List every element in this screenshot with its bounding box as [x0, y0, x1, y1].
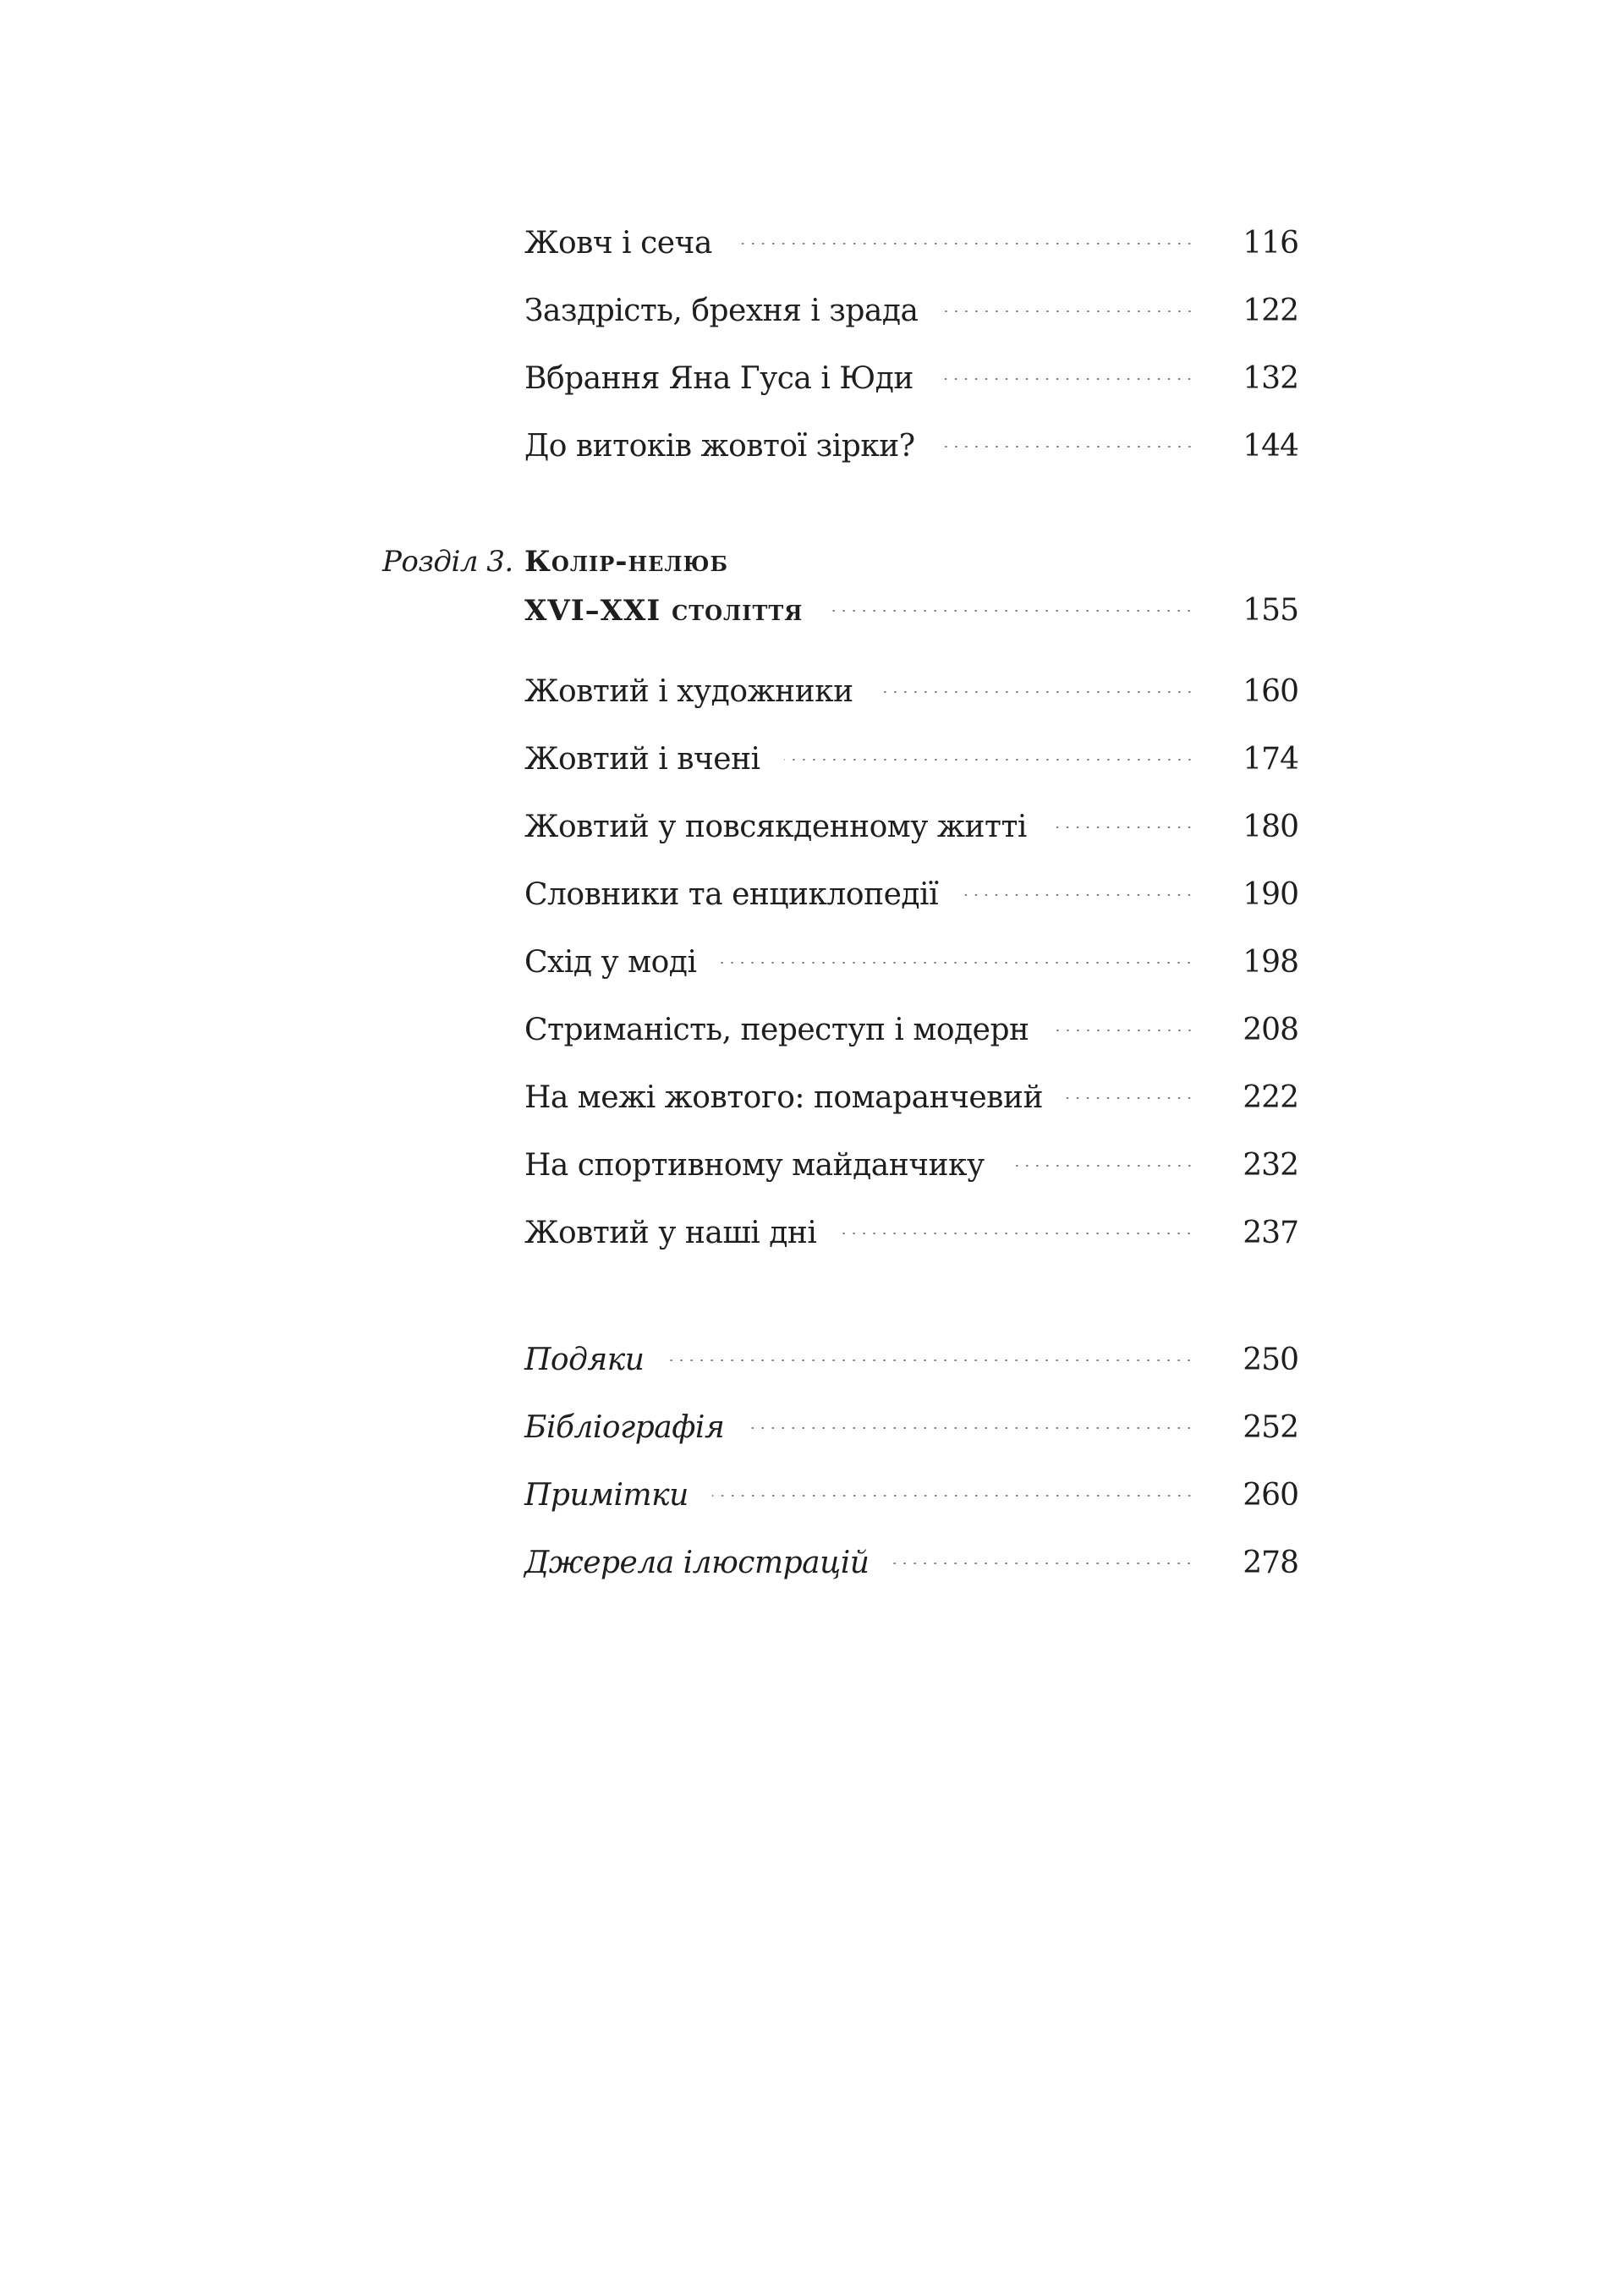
toc-entry-page: 222 [1243, 1080, 1298, 1115]
toc-entry-page: 174 [1243, 742, 1298, 777]
toc-entry-page: 237 [1243, 1216, 1298, 1250]
chapter-page: 155 [1243, 593, 1298, 628]
chapter-title-line-2-row [524, 587, 1298, 634]
toc-entry-title: На спортивному майданчику [524, 1148, 985, 1183]
dot-leader [736, 243, 1194, 244]
toc-entry-page: 122 [1243, 294, 1298, 328]
toc-entry-bibliography[interactable] [524, 1404, 1298, 1452]
toc-entry-title: Подяки [524, 1343, 645, 1377]
toc-entry-page: 232 [1243, 1148, 1298, 1183]
toc-entry-page: 116 [1243, 226, 1298, 261]
toc-entry-title: Джерела ілюстрацій [524, 1546, 870, 1580]
toc-entry-page: 250 [1243, 1343, 1298, 1377]
toc-entry-title: Жовтий і художники [524, 674, 853, 709]
toc-entry-page: 160 [1243, 674, 1298, 709]
toc-entry-title: Жовтий у наші дні [524, 1216, 817, 1250]
toc-entry-notes[interactable] [524, 1472, 1298, 1519]
toc-entry[interactable] [524, 355, 1298, 403]
dot-leader [1008, 1165, 1194, 1167]
dot-leader [937, 378, 1194, 380]
toc-entry-page: 208 [1243, 1013, 1298, 1047]
toc-entry-page: 190 [1243, 877, 1298, 912]
toc-entry-page: 132 [1243, 361, 1298, 396]
chapter-label: Розділ 3. [382, 545, 513, 579]
toc-entry[interactable] [524, 871, 1298, 919]
dot-leader [1051, 827, 1194, 828]
toc-entry-title: На межі жовтого: помаранчевий [524, 1080, 1043, 1115]
toc-entry[interactable] [524, 804, 1298, 851]
dot-leader [942, 310, 1194, 312]
dot-leader [667, 1359, 1194, 1361]
toc-entry-page: 180 [1243, 810, 1298, 844]
dot-leader [840, 1233, 1194, 1234]
dot-leader [826, 610, 1194, 612]
toc-entry[interactable] [524, 939, 1298, 986]
toc-entry[interactable] [524, 220, 1298, 267]
toc-entry-page: 278 [1243, 1546, 1298, 1580]
toc-entry[interactable] [524, 1210, 1298, 1257]
toc-entry[interactable] [524, 423, 1298, 470]
toc-entry-title: Заздрість, брехня і зрада [524, 294, 919, 328]
toc-entry[interactable] [524, 736, 1298, 783]
dot-leader [877, 691, 1194, 693]
toc-entry[interactable] [524, 288, 1298, 335]
toc-entry-title: Жовтий у повсякденному житті [524, 810, 1027, 844]
toc-entry-title: Стриманість, переступ і модерн [524, 1013, 1029, 1047]
toc-entry-title: Жовч і сеча [524, 226, 712, 261]
dot-leader [1053, 1030, 1194, 1031]
dot-leader [1067, 1097, 1194, 1099]
toc-entry-page: 198 [1243, 945, 1298, 980]
toc-entry-title: Схід у моді [524, 945, 697, 980]
dot-leader [784, 759, 1194, 761]
toc-entry-page: 144 [1243, 429, 1298, 464]
toc-entry-title: Вбрання Яна Гуса і Юди [524, 361, 914, 396]
toc-entry-title: Жовтий і вчені [524, 742, 760, 777]
dot-leader [748, 1427, 1194, 1429]
toc-entry-illustration-sources[interactable] [524, 1540, 1298, 1587]
toc-entry-title: Словники та енциклопедії [524, 877, 939, 912]
dot-leader [939, 446, 1194, 448]
toc-entry-title: Примітки [524, 1478, 689, 1513]
toc-entry[interactable] [524, 1142, 1298, 1189]
toc-entry-title: До витоків жовтої зірки? [524, 429, 915, 464]
toc-entry-page: 260 [1243, 1478, 1298, 1513]
dot-leader [712, 1495, 1194, 1497]
toc-entry[interactable] [524, 1074, 1298, 1122]
dot-leader [892, 1563, 1194, 1564]
toc-entry[interactable] [524, 1007, 1298, 1054]
toc-entry-title: Бібліографія [524, 1410, 725, 1445]
toc-entry-page: 252 [1243, 1410, 1298, 1445]
chapter-title-line-2: XVI–XXI століття [524, 594, 804, 628]
toc-entry-acknowledgements[interactable] [524, 1337, 1298, 1384]
chapter-title-line-1: Колір-нелюб [524, 545, 729, 579]
dot-leader [962, 894, 1194, 896]
toc-entry[interactable] [524, 668, 1298, 716]
dot-leader [720, 962, 1194, 964]
